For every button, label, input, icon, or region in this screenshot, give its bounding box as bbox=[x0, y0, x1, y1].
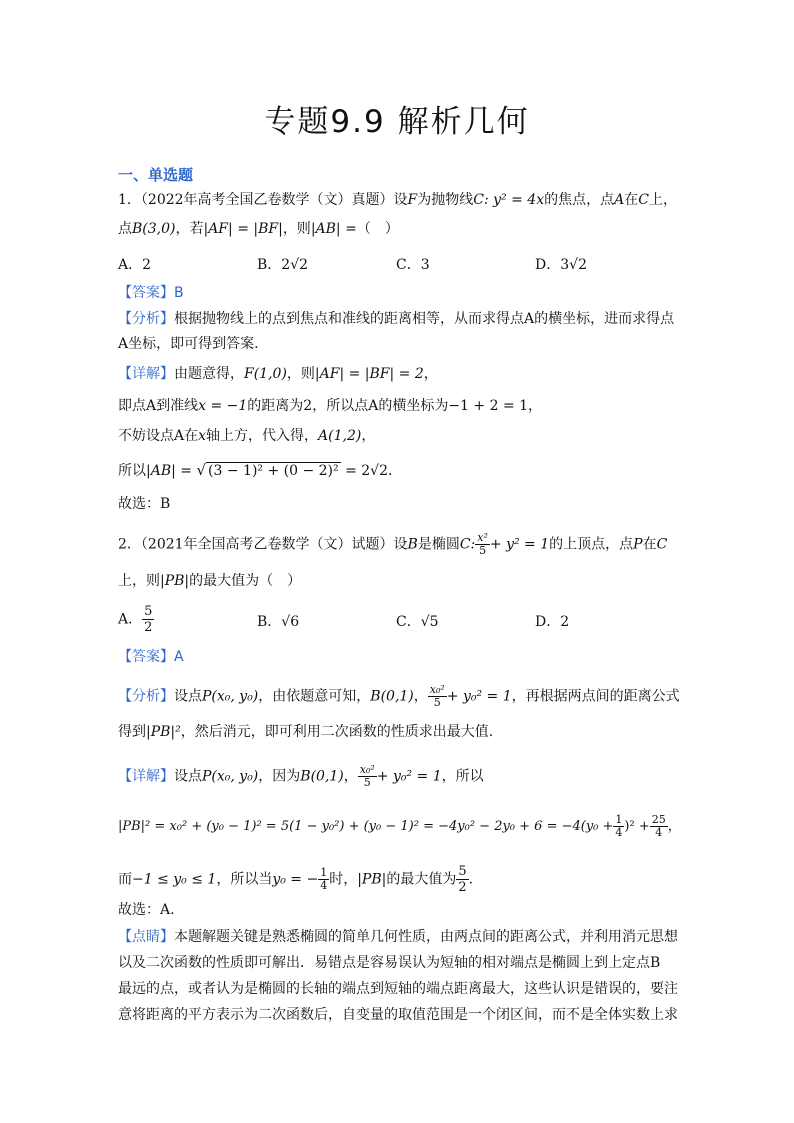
q2-detail-line2 bbox=[118, 814, 681, 839]
q1-detail-math: x bbox=[198, 428, 207, 444]
fraction-denominator: 5 bbox=[363, 776, 371, 789]
q2-detail-math: + y₀² = 1 bbox=[376, 768, 442, 785]
q2-analysis-math: P(x₀, y₀) bbox=[202, 688, 259, 705]
q2-var-c: C bbox=[656, 536, 668, 553]
q2-detail-math: |PB| bbox=[357, 871, 387, 888]
fraction-denominator: 4 bbox=[655, 826, 663, 839]
q2-option-d: D．2 bbox=[535, 614, 570, 630]
q2-detail-text: ，因为 bbox=[258, 768, 301, 785]
q1-stem-text: 在 bbox=[624, 192, 639, 208]
fraction-denominator: 5 bbox=[479, 544, 487, 557]
q2-pb: |PB| bbox=[160, 573, 190, 589]
q2-ellipse-label: C: bbox=[459, 536, 476, 553]
q2-comment-text: 本题解题关键是熟悉椭圆的简单几何性质，由两点间的距离公式，并利用消元思想 bbox=[174, 929, 678, 945]
q2-stem-text: 的最大值为（ ） bbox=[189, 573, 302, 589]
fraction-numerator: 5 bbox=[144, 604, 153, 619]
q2-answer bbox=[118, 647, 184, 667]
q1-answer bbox=[118, 283, 184, 303]
q1-detail-math: |AB| = bbox=[146, 463, 193, 479]
q1-detail-text: 的距离为2，所以点A的横坐标为 bbox=[247, 398, 449, 414]
q1-option-b-label: B． bbox=[257, 257, 282, 273]
q1-detail-text: 所以 bbox=[118, 463, 146, 479]
q2-detail-math: B(0,1) bbox=[300, 768, 344, 785]
q2-comment-line2: 以及二次函数的性质即可解出．易错点是容易误认为短轴的相对端点是椭圆上到上定点B bbox=[118, 955, 661, 971]
q1-var-c: C bbox=[638, 192, 649, 208]
q2-conclusion: 故选：A. bbox=[118, 902, 175, 918]
q2-detail-text: ，所以当 bbox=[216, 871, 273, 888]
detail-tag: 【详解】 bbox=[118, 768, 174, 785]
analysis-tag: 【分析】 bbox=[118, 311, 174, 327]
q2-analysis-text: 设点 bbox=[174, 688, 202, 705]
q1-option-c: C．3 bbox=[396, 257, 430, 273]
q1-var-f: F bbox=[407, 192, 418, 208]
fraction-numerator: 25 bbox=[651, 813, 666, 826]
q2-detail-equation: |PB|² = x₀² + (y₀ − 1)² = 5(1 − y₀²) + (y₀ − 1)² = −4y₀² − 2y₀ + 6 = −4(y₀ + bbox=[118, 819, 614, 834]
q2-stem-text: 是椭圆 bbox=[417, 536, 460, 553]
analysis-tag: 【分析】 bbox=[118, 688, 174, 705]
q2-analysis-text: ，然后消元，即可利用二次函数的性质求出最大值. bbox=[180, 724, 494, 740]
q2-analysis-math: |PB|² bbox=[146, 724, 181, 740]
q2-detail-text: . bbox=[468, 871, 474, 888]
q1-detail-math: |AF| = |BF| = 2 bbox=[314, 366, 424, 382]
q2-analysis-text: ，由依题意可知， bbox=[258, 688, 371, 705]
q1-option-a: A．2 bbox=[118, 257, 152, 273]
q1-ask: |AB| = bbox=[310, 221, 357, 237]
q2-stem-line1 bbox=[118, 532, 667, 557]
q1-analysis-line2: A坐标，即可得到答案. bbox=[118, 336, 259, 352]
q1-option-b-value: 2√2 bbox=[281, 257, 309, 273]
q2-option-b-label: B． bbox=[257, 614, 282, 630]
q1-stem-text: 的焦点，点 bbox=[544, 192, 615, 208]
q2-comment-line3: 最远的点，或者认为是椭圆的长轴的端点到短轴的端点距离最大，这些认识是错误的，要注 bbox=[118, 981, 678, 997]
q2-comment-line1 bbox=[118, 927, 678, 947]
q1-option-d-value: 3√2 bbox=[560, 257, 587, 273]
q1-detail-math: x = −1 bbox=[198, 398, 248, 414]
q1-answer-value: B bbox=[174, 285, 184, 301]
fraction-denominator: 5 bbox=[433, 696, 441, 709]
q1-detail-text: 不妨设点A在 bbox=[118, 428, 199, 444]
q2-detail-text: 而 bbox=[118, 871, 132, 888]
answer-tag: 【答案】 bbox=[118, 285, 174, 301]
fraction-denominator: 4 bbox=[320, 879, 328, 892]
q2-stem-text: 在 bbox=[642, 536, 657, 553]
q2-option-a bbox=[118, 604, 154, 635]
page-title: 专题9.9 解析几何 bbox=[264, 104, 530, 140]
q2-option-a-label: A． bbox=[118, 611, 143, 628]
q1-detail-math: F(1,0) bbox=[244, 366, 287, 382]
q1-detail-text: . bbox=[388, 463, 393, 479]
q2-detail-line1 bbox=[118, 764, 484, 789]
q2-detail-text: ， bbox=[667, 819, 681, 834]
q1-option-b bbox=[257, 254, 308, 274]
q1-detail-radicand: (3 − 1)² + (0 − 2)² bbox=[208, 463, 339, 479]
fraction-numerator: 1 bbox=[320, 866, 328, 879]
q2-option-c bbox=[396, 611, 439, 631]
q1-stem-text: 上， bbox=[648, 192, 677, 208]
q2-option-b bbox=[257, 611, 299, 631]
comment-tag: 【点睛】 bbox=[118, 929, 174, 945]
q1-detail-line4 bbox=[118, 460, 392, 481]
q2-analysis-math: B(0,1) bbox=[370, 688, 414, 705]
q2-analysis-line2 bbox=[118, 722, 493, 742]
q1-analysis-text: 根据抛物线上的点到焦点和准线的距离相等，从而求得点A的横坐标，进而求得点 bbox=[174, 311, 675, 327]
q2-option-c-label: C． bbox=[396, 614, 421, 630]
q2-detail-math: y₀ = − bbox=[272, 871, 319, 888]
q1-stem-text: ，若 bbox=[175, 221, 204, 237]
fraction-numerator: x² bbox=[477, 531, 488, 544]
q2-analysis-text: ， bbox=[413, 688, 428, 705]
q1-stem-text: 1．（2022年高考全国乙卷数学（文）真题）设 bbox=[118, 192, 408, 208]
q2-detail-math: )² + bbox=[624, 819, 650, 834]
q2-analysis-math: + y₀² = 1 bbox=[446, 688, 512, 705]
q1-parabola: C: y² = 4x bbox=[473, 192, 545, 208]
q1-detail-text: 即点A到准线 bbox=[118, 398, 199, 414]
q2-var-b: B bbox=[407, 536, 418, 553]
q2-stem-line2 bbox=[118, 571, 301, 591]
q1-detail-math: A(1,2) bbox=[318, 428, 362, 444]
q1-point-b: B(3,0) bbox=[132, 221, 176, 237]
q2-ellipse-fraction bbox=[475, 532, 490, 557]
q2-stem-text: 2．（2021年全国高考乙卷数学（文）试题）设 bbox=[118, 536, 408, 553]
q2-detail-line3 bbox=[118, 864, 473, 895]
q2-detail-fraction bbox=[318, 867, 329, 892]
detail-tag: 【详解】 bbox=[118, 366, 174, 382]
fraction-numerator: x₀² bbox=[429, 683, 445, 696]
q2-detail-math: −1 ≤ y₀ ≤ 1 bbox=[132, 871, 217, 888]
q2-stem-text: 上，则 bbox=[118, 573, 160, 589]
q1-detail-text: ，则 bbox=[286, 366, 315, 382]
q1-detail-line1 bbox=[118, 364, 438, 384]
q1-detail-text: ， bbox=[528, 398, 543, 414]
fraction-numerator: 5 bbox=[458, 864, 467, 879]
fraction-denominator: 4 bbox=[615, 826, 623, 839]
fraction-denominator: 2 bbox=[144, 620, 153, 635]
q2-detail-text: ， bbox=[343, 768, 358, 785]
q1-stem-text: 点 bbox=[118, 221, 132, 237]
q1-detail-line2 bbox=[118, 396, 542, 416]
q2-analysis-line1 bbox=[118, 684, 680, 709]
q2-analysis-fraction bbox=[428, 684, 447, 709]
q1-stem-line1 bbox=[118, 190, 677, 210]
q1-conclusion: 故选：B bbox=[118, 496, 171, 512]
q1-detail-text: 轴上方，代入得， bbox=[206, 428, 319, 444]
q2-option-c-value: √5 bbox=[420, 614, 439, 630]
section-heading: 一、单选题 bbox=[118, 166, 194, 184]
q1-analysis-line1 bbox=[118, 309, 674, 329]
q1-detail-text: ， bbox=[361, 428, 376, 444]
q2-var-p: P bbox=[633, 536, 643, 553]
q1-option-d bbox=[535, 254, 587, 274]
q1-stem-text: ，则 bbox=[282, 221, 311, 237]
answer-tag: 【答案】 bbox=[118, 649, 174, 665]
fraction-numerator: x₀² bbox=[359, 763, 375, 776]
q2-detail-text: 设点 bbox=[174, 768, 202, 785]
q2-option-b-value: √6 bbox=[281, 614, 300, 630]
q1-detail-math: −1 + 2 = 1 bbox=[448, 398, 529, 414]
q2-detail-math: P(x₀, y₀) bbox=[202, 768, 259, 785]
q2-analysis-text: ，再根据两点间的距离公式 bbox=[511, 688, 680, 705]
q2-ellipse-rest: + y² = 1 bbox=[489, 536, 550, 553]
q2-detail-fraction bbox=[613, 814, 624, 839]
q1-detail-line3 bbox=[118, 426, 375, 446]
fraction-numerator: 1 bbox=[615, 813, 623, 826]
q1-detail-text: 由题意得， bbox=[174, 366, 244, 382]
q1-option-d-label: D． bbox=[535, 257, 561, 273]
q1-stem-text: （ ） bbox=[356, 221, 399, 237]
q2-option-a-fraction bbox=[142, 604, 154, 635]
q2-detail-fraction bbox=[456, 864, 468, 895]
q1-condition: |AF| = |BF| bbox=[203, 221, 283, 237]
q1-var-a: A bbox=[614, 192, 625, 208]
q2-answer-value: A bbox=[174, 649, 184, 665]
q2-stem-text: 的上顶点，点 bbox=[549, 536, 634, 553]
q2-analysis-text: 得到 bbox=[118, 724, 146, 740]
q1-stem-text: 为抛物线 bbox=[417, 192, 474, 208]
q2-detail-text: 的最大值为 bbox=[386, 871, 457, 888]
q2-detail-fraction bbox=[650, 814, 668, 839]
fraction-denominator: 2 bbox=[458, 880, 467, 895]
q2-comment-line4: 意将距离的平方表示为二次函数后，自变量的取值范围是一个闭区间，而不是全体实数上求 bbox=[118, 1007, 678, 1023]
sqrt-symbol: √ bbox=[196, 461, 207, 479]
q1-detail-text: ， bbox=[423, 366, 438, 382]
q2-detail-text: ，所以 bbox=[441, 768, 484, 785]
q1-stem-line2 bbox=[118, 219, 399, 239]
q1-detail-math: = 2√2 bbox=[345, 463, 388, 479]
q2-detail-text: 时， bbox=[329, 871, 358, 888]
q2-detail-fraction bbox=[358, 764, 377, 789]
